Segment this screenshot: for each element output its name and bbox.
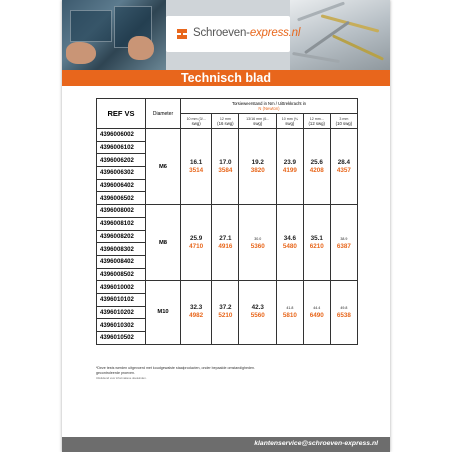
page-title: Technisch blad bbox=[180, 71, 272, 85]
logo[interactable] bbox=[193, 27, 300, 39]
note-line: gecontroleerde proeven. bbox=[96, 371, 135, 375]
torque-value: 16.1 bbox=[190, 158, 203, 166]
specification-table bbox=[96, 98, 358, 345]
size-header-bottom: (12 swg) bbox=[308, 120, 325, 126]
size-header-top: 12 mm bbox=[219, 116, 231, 121]
ref-cell: 4396010302 bbox=[97, 319, 146, 332]
size-header-top: 12 mm... bbox=[309, 116, 324, 121]
ref-cell: 4396006202 bbox=[97, 154, 146, 167]
pullout-value: 4357 bbox=[336, 166, 351, 174]
screws-photo bbox=[290, 0, 390, 70]
ref-cell: 4396010502 bbox=[97, 332, 146, 345]
value-cell bbox=[212, 129, 239, 205]
value-cell bbox=[330, 205, 357, 281]
value-cell bbox=[212, 205, 239, 281]
s-logo-icon bbox=[174, 26, 190, 42]
pullout-value: 3820 bbox=[250, 166, 265, 174]
pullout-value: 6490 bbox=[309, 312, 324, 320]
pullout-value: 6387 bbox=[336, 242, 351, 250]
value-cell bbox=[330, 281, 357, 344]
torque-value: 23.9 bbox=[283, 158, 296, 166]
pullout-value: 6210 bbox=[309, 242, 324, 250]
logo-accent-text: express.nl bbox=[249, 27, 301, 39]
torque-value: 38.9 bbox=[340, 236, 348, 241]
size-header bbox=[181, 114, 212, 129]
header-hero bbox=[62, 0, 390, 70]
column-header-ref: REF VS bbox=[97, 99, 146, 129]
pullout-value: 3584 bbox=[218, 166, 233, 174]
note-line: *Deze tests werden uitgevoerd met koudgewalste staalproducten, onder bepaalde omstandigheden. bbox=[96, 366, 256, 370]
size-header bbox=[276, 114, 303, 129]
torque-value: 44.4 bbox=[313, 306, 321, 311]
note-small: Uitsluitend voor informatieve doeleinden. bbox=[96, 376, 147, 380]
diameter-cell: M10 bbox=[146, 281, 181, 344]
torque-value: 25.6 bbox=[310, 158, 323, 166]
pullout-value: 4982 bbox=[189, 312, 204, 320]
contact-email-link[interactable]: klantenservice@schroeven-express.nl bbox=[254, 440, 378, 447]
torque-value: 30.0 bbox=[254, 236, 262, 241]
torque-value: 35.1 bbox=[310, 234, 323, 242]
ref-cell: 4396006402 bbox=[97, 179, 146, 192]
value-cell bbox=[303, 205, 330, 281]
table-row bbox=[97, 281, 358, 294]
size-header-bottom: swg) bbox=[191, 120, 201, 126]
size-header bbox=[303, 114, 330, 129]
torque-value: 19.2 bbox=[251, 158, 264, 166]
ref-cell: 4396010102 bbox=[97, 293, 146, 306]
torque-value: 41.8 bbox=[286, 306, 294, 311]
pullout-value: 3514 bbox=[189, 166, 204, 174]
diameter-cell: M6 bbox=[146, 129, 181, 205]
table-row bbox=[97, 205, 358, 218]
column-header-diameter: Diameter bbox=[146, 99, 181, 129]
ref-cell: 4396006102 bbox=[97, 141, 146, 154]
value-cell bbox=[276, 129, 303, 205]
torque-value: 27.1 bbox=[219, 234, 232, 242]
size-header-bottom: (10 swg) bbox=[335, 120, 353, 126]
value-cell bbox=[239, 281, 277, 344]
size-header-bottom: swg) bbox=[253, 120, 263, 126]
value-cell bbox=[330, 129, 357, 205]
pullout-value: 5560 bbox=[250, 312, 265, 320]
size-header-bottom: (16 swg) bbox=[217, 120, 234, 126]
size-header-top: 3 mm bbox=[339, 116, 349, 121]
pullout-value: 5810 bbox=[282, 312, 297, 320]
tools-photo bbox=[62, 0, 166, 70]
value-cell bbox=[181, 205, 212, 281]
ref-cell: 4396008502 bbox=[97, 268, 146, 281]
value-cell bbox=[239, 129, 277, 205]
group-header bbox=[181, 99, 358, 114]
ref-cell: 4396006002 bbox=[97, 129, 146, 142]
group-header-unit: N (Newton) bbox=[258, 106, 280, 111]
size-header-top: 13/16 mm (6... bbox=[246, 116, 270, 121]
torque-value: 37.2 bbox=[219, 304, 232, 312]
value-cell bbox=[239, 205, 277, 281]
table-row bbox=[97, 129, 358, 142]
torque-value: 17.0 bbox=[219, 158, 232, 166]
value-cell bbox=[276, 281, 303, 344]
ref-cell: 4396008402 bbox=[97, 255, 146, 268]
value-cell bbox=[181, 129, 212, 205]
torque-value: 49.8 bbox=[340, 306, 348, 311]
pullout-value: 4199 bbox=[282, 166, 297, 174]
notes bbox=[96, 366, 376, 381]
size-header-bottom: swg) bbox=[285, 120, 295, 126]
pullout-value: 5480 bbox=[282, 242, 297, 250]
ref-cell: 4396010202 bbox=[97, 306, 146, 319]
ref-cell: 4396010002 bbox=[97, 281, 146, 294]
ref-cell: 4396008202 bbox=[97, 230, 146, 243]
ref-cell: 4396006302 bbox=[97, 167, 146, 180]
torque-value: 28.4 bbox=[337, 158, 351, 166]
torque-value: 34.6 bbox=[283, 234, 296, 242]
size-header bbox=[330, 114, 357, 129]
size-header bbox=[212, 114, 239, 129]
ref-cell: 4396008302 bbox=[97, 243, 146, 256]
pullout-value: 4710 bbox=[189, 242, 204, 250]
value-cell bbox=[303, 281, 330, 344]
pullout-value: 4916 bbox=[218, 242, 233, 250]
pullout-value: 4208 bbox=[309, 166, 324, 174]
value-cell bbox=[276, 205, 303, 281]
value-cell bbox=[212, 281, 239, 344]
size-header-top: 10 mm (¼ bbox=[281, 116, 298, 121]
logo-main-text: Schroeven- bbox=[193, 27, 250, 39]
value-cell bbox=[181, 281, 212, 344]
value-cell bbox=[303, 129, 330, 205]
pullout-value: 6538 bbox=[336, 312, 351, 320]
diameter-cell: M8 bbox=[146, 205, 181, 281]
size-header-top: 10 mm (3/... bbox=[186, 116, 206, 121]
ref-cell: 4396008102 bbox=[97, 217, 146, 230]
pullout-value: 5360 bbox=[250, 242, 265, 250]
torque-value: 32.3 bbox=[190, 304, 203, 312]
ref-cell: 4396006502 bbox=[97, 192, 146, 205]
size-header bbox=[239, 114, 277, 129]
torque-value: 42.3 bbox=[251, 304, 264, 312]
pullout-value: 5210 bbox=[218, 312, 233, 320]
ref-cell: 4396008002 bbox=[97, 205, 146, 218]
group-header-title: Torsieweerstand in Nm / Uittrekkracht in bbox=[231, 101, 306, 106]
torque-value: 25.9 bbox=[190, 234, 203, 242]
